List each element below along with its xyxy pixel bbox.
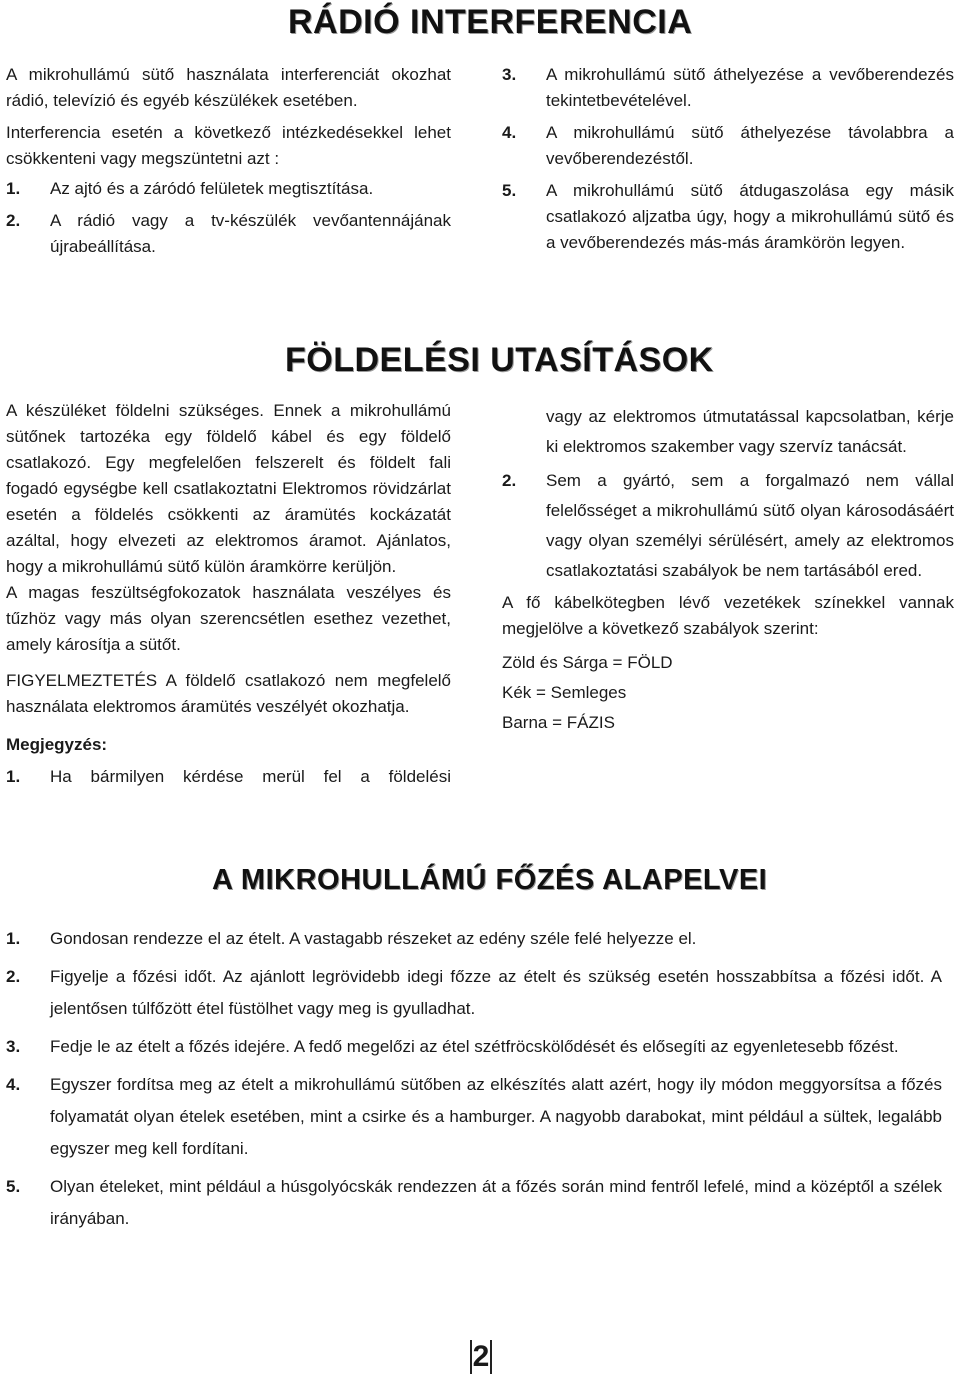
cooking-item-3-number: 3.: [6, 1037, 21, 1056]
radio-item-5: [502, 178, 954, 256]
radio-item-1: [6, 176, 451, 202]
cooking-item-3-text: Fedje le az ételt a főzés idejére. A fedő megelőzi az étel szétfröcskölődését és elősegíti az egyenletesebb főzést.: [50, 1037, 899, 1056]
cooking-item-2-number: 2.: [6, 967, 21, 986]
grounding-note-1-text-start: Ha bármilyen kérdése merül fel a földelési: [50, 767, 451, 786]
radio-item-3: [502, 62, 954, 114]
radio-left-column: [6, 62, 451, 260]
radio-item-3-text: A mikrohullámú sütő áthelyezése a vevőberendezés tekintetbevételével.: [546, 65, 954, 110]
grounding-note-1-text-end: vagy az elektromos útmutatással kapcsolatban, kérje ki elektromos szakember vagy szervíz tanácsát.: [546, 407, 954, 456]
cooking-item-5-number: 5.: [6, 1177, 21, 1196]
radio-item-3-number: 3.: [502, 65, 517, 84]
cooking-title: A MIKROHULLÁMÚ FŐZÉS ALAPELVEI: [212, 864, 768, 896]
wire-neutral: Kék = Semleges: [502, 683, 627, 702]
grounding-note-2-number: 2.: [502, 471, 517, 490]
radio-item-4-text: A mikrohullámú sütő áthelyezése távolabbra a vevőberendezéstől.: [546, 123, 954, 168]
radio-intro-2: Interferencia esetén a következő intézkedésekkel lehet csökkenteni vagy megszüntetni azt :: [6, 123, 451, 168]
radio-item-2-text: A rádió vagy a tv-készülék vevőantennájának újrabeállítása.: [50, 211, 451, 256]
radio-intro: A mikrohullámú sütő használata interferenciát okozhat rádió, televízió és egyéb készülékek esetében.: [6, 65, 451, 110]
grounding-paragraph-1: A készüléket földelni szükséges. Ennek a mikrohullámú sütőnek tartozéka egy földelő kábel és egy földelő csatlakozó. Egy megfelelően felszerelt és földelt fali fogadó egységbe kell csatlakoztatni Elektromos rövidzárlat esetén a földelés csökkenti az áramütés kockázatát azáltal, hogy elvezeti az elektromos áramot. Ajánlatos, hogy a mikrohullámú sütő külön áramkörre kerüljön.: [6, 401, 451, 576]
radio-item-1-text: Az ajtó és a záródó felületek megtisztítása.: [50, 179, 374, 198]
cooking-item-4: [6, 1069, 942, 1165]
radio-item-2-number: 2.: [6, 211, 21, 230]
grounding-note-2-text: Sem a gyártó, sem a forgalmazó nem vállal felelősséget a mikrohullámú sütő olyan károsodásáért vagy olyan személyi sérülésért, amely az elektromos csatlakoztatási szabályok be nem tartásából ered.: [546, 471, 954, 580]
radio-item-4: [502, 120, 954, 172]
radio-item-2: [6, 208, 451, 260]
cooking-item-1-text: Gondosan rendezze el az ételt. A vastagabb részeket az edény széle felé helyezze el.: [50, 929, 697, 948]
radio-item-1-number: 1.: [6, 179, 21, 198]
cooking-item-2-text: Figyelje a főzési időt. Az ajánlott legrövidebb idegi főzze az ételt és szükség esetén hosszabbítsa a főzési időt. A jelentősen túlfőzött étel füstölhet vagy meg is gyulladhat.: [50, 967, 942, 1018]
grounding-paragraph-2: A magas feszültségfokozatok használata veszélyes és tűzhöz vagy más olyan szerencsétlen esethez vezethet, amely károsítja a sütőt.: [6, 583, 451, 654]
grounding-note-2: [502, 466, 954, 586]
grounding-note-label: Megjegyzés:: [6, 735, 108, 754]
grounding-note-1-number: 1.: [6, 767, 21, 786]
grounding-note-1-continued: [502, 402, 954, 462]
page-number: 2: [470, 1340, 492, 1374]
cooking-item-2: [6, 961, 942, 1025]
grounding-right-column: [502, 402, 954, 738]
grounding-title: FÖLDELÉSI UTASÍTÁSOK: [285, 341, 714, 379]
cooking-item-1: [6, 923, 942, 955]
wire-ground: Zöld és Sárga = FÖLD: [502, 653, 673, 672]
wires-intro: A fő kábelkötegben lévő vezetékek színekkel vannak megjelölve a következő szabályok szerint:: [502, 593, 954, 638]
cooking-item-5-text: Olyan ételeket, mint például a húsgolyócskák rendezzen át a főzés során mind fentről lefelé, mind a középtől a szélek irányában.: [50, 1177, 942, 1228]
cooking-list: [6, 923, 942, 1235]
cooking-item-4-text: Egyszer fordítsa meg az ételt a mikrohullámú sütőben az elkészítés alatt azért, hogy ily módon meggyorsítsa a főzés folyamatát olyan ételek esetében, mint a csirke és a hamburger. A nagyobb darabokat, mint például a sültek, legalább egyszer meg kell fordítani.: [50, 1075, 942, 1158]
radio-item-5-number: 5.: [502, 181, 517, 200]
grounding-note-1-start: [6, 764, 451, 790]
grounding-left-column: [6, 398, 451, 790]
cooking-item-4-number: 4.: [6, 1075, 21, 1094]
radio-title: RÁDIÓ INTERFERENCIA: [288, 3, 693, 41]
grounding-warning: FIGYELMEZTETÉS A földelő csatlakozó nem megfelelő használata elektromos áramütés veszélyét okozhatja.: [6, 671, 451, 716]
radio-right-column: [502, 62, 954, 256]
radio-item-4-number: 4.: [502, 123, 517, 142]
radio-item-5-text: A mikrohullámú sütő átdugaszolása egy másik csatlakozó aljzatba úgy, hogy a mikrohullámú sütő és a vevőberendezés más-más áramkörön legyen.: [546, 181, 954, 252]
cooking-item-1-number: 1.: [6, 929, 21, 948]
cooking-item-3: [6, 1031, 942, 1063]
cooking-item-5: [6, 1171, 942, 1235]
wire-phase: Barna = FÁZIS: [502, 713, 615, 732]
